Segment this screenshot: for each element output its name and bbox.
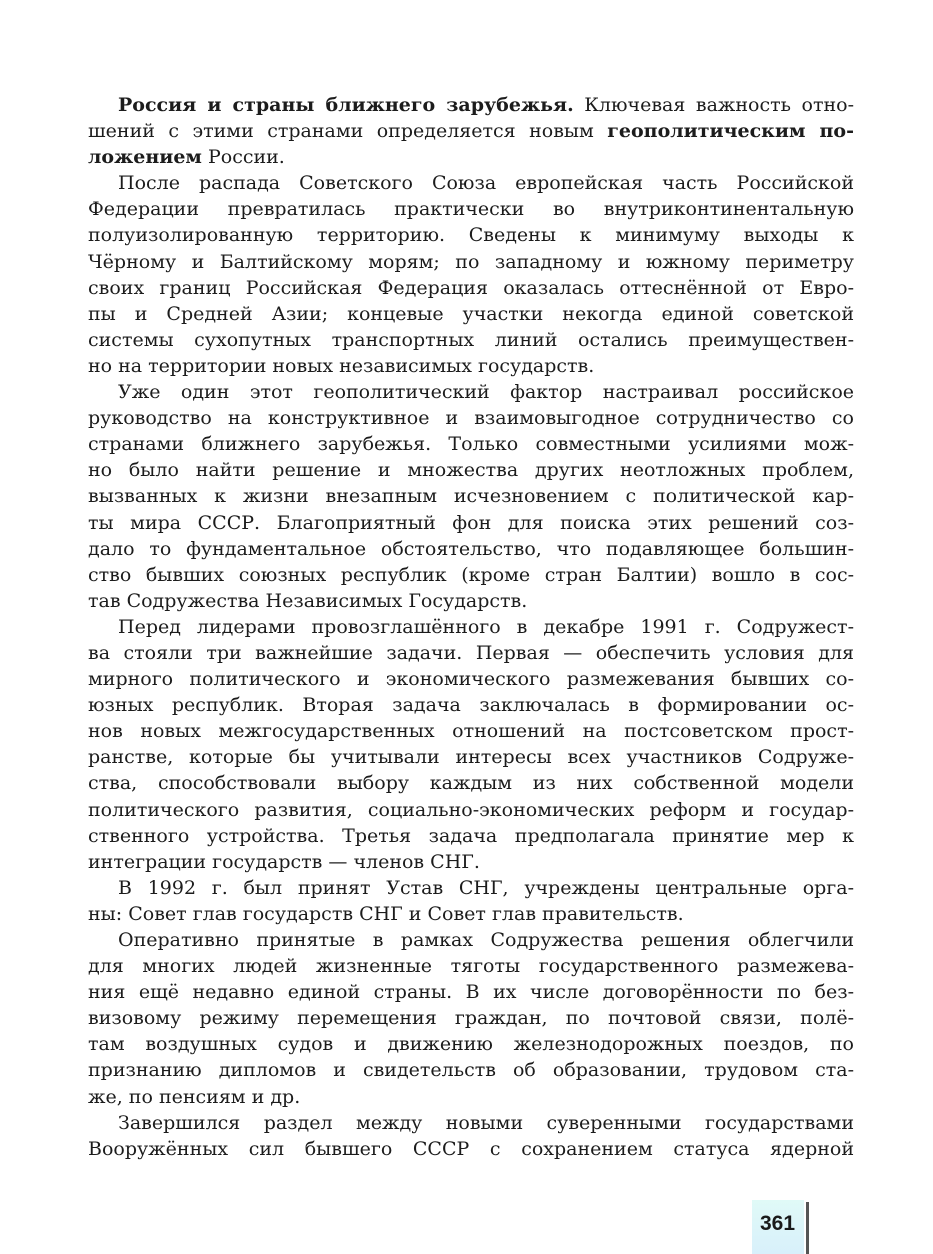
text-segment: но было найти решение и множества других неотложных проблем, xyxy=(88,459,854,482)
text-segment: системы сухопутных транспортных линий остались преимуществен- xyxy=(88,328,854,351)
text-line xyxy=(88,196,854,222)
text-segment: своих границ Российская Федерация оказалась оттеснённой от Евро- xyxy=(88,276,854,299)
text-segment: ты мира СССР. Благоприятный фон для поиска этих решений соз- xyxy=(88,511,854,534)
text-segment: политического развития, социально-экономических реформ и государ- xyxy=(88,798,854,821)
text-line xyxy=(88,353,854,379)
text-segment: но на территории новых независимых государств. xyxy=(88,354,595,377)
text-segment: ния ещё недавно единой страны. В их числе договорённости по без- xyxy=(88,981,854,1004)
text-segment: ны: Совет глав государств СНГ и Совет глав правительств. xyxy=(88,902,684,925)
text-line xyxy=(88,457,854,483)
text-line xyxy=(88,379,854,405)
text-line xyxy=(88,1005,854,1031)
text-line xyxy=(88,301,854,327)
text-line xyxy=(88,170,854,196)
text-segment: шений с этими странами определяется новым xyxy=(88,120,608,143)
text-segment: признанию дипломов и свидетельств об образовании, трудовом ста- xyxy=(88,1059,854,1082)
text-line xyxy=(88,823,854,849)
bold-term: ложением xyxy=(88,146,202,169)
text-line xyxy=(88,222,854,248)
text-line xyxy=(88,144,854,170)
text-line xyxy=(88,1136,854,1162)
text-segment: юзных республик. Вторая задача заключалась в формировании ос- xyxy=(88,694,854,717)
text-segment: России. xyxy=(201,146,285,169)
text-segment: мирного политического и экономического размежевания бывших со- xyxy=(88,668,854,691)
text-line xyxy=(88,405,854,431)
text-line xyxy=(88,927,854,953)
text-segment: Федерации превратилась практически во внутриконтинентальную xyxy=(88,198,854,221)
text-line xyxy=(88,588,854,614)
text-segment: полуизолированную территорию. Сведены к минимуму выходы к xyxy=(88,224,854,247)
text-segment: там воздушных судов и движению железнодорожных поездов, по xyxy=(88,1033,854,1056)
text-segment: После распада Советского Союза европейская часть Российской xyxy=(118,172,854,195)
text-line xyxy=(88,953,854,979)
page-number: 361 xyxy=(760,1212,796,1235)
text-segment: ранстве, которые бы учитывали интересы всех участников Содруже- xyxy=(88,746,854,769)
text-line xyxy=(88,1084,854,1110)
text-segment: тав Содружества Независимых Государств. xyxy=(88,589,528,612)
text-line xyxy=(88,562,854,588)
text-segment: Ключевая важность отно- xyxy=(573,94,854,116)
text-line xyxy=(88,614,854,640)
text-segment: ва стояли три важнейшие задачи. Первая — обеспечить условия для xyxy=(88,641,854,664)
text-segment: руководство на конструктивное и взаимовыгодное сотрудничество со xyxy=(88,407,854,430)
text-segment: интеграции государств — членов СНГ. xyxy=(88,850,480,873)
text-line xyxy=(88,875,854,901)
text-line xyxy=(88,640,854,666)
text-line xyxy=(88,431,854,457)
text-segment: пы и Средней Азии; концевые участки некогда единой советской xyxy=(88,302,854,325)
text-segment: для многих людей жизненные тяготы государственного размежева- xyxy=(88,955,854,978)
text-segment: Перед лидерами провозглашённого в декабре 1991 г. Содружест- xyxy=(118,615,854,638)
text-line xyxy=(88,327,854,353)
text-line xyxy=(88,483,854,509)
bold-term: Россия и страны ближнего зарубежья. xyxy=(118,94,574,116)
text-line xyxy=(88,536,854,562)
body-text xyxy=(88,92,854,1162)
text-segment: же, по пенсиям и др. xyxy=(88,1085,301,1108)
text-line xyxy=(88,249,854,275)
page-edge-bar xyxy=(806,1202,809,1254)
text-segment: Завершился раздел между новыми суверенными государствами xyxy=(118,1111,854,1134)
text-line xyxy=(88,118,854,144)
text-line xyxy=(88,1110,854,1136)
text-segment: дало то фундаментальное обстоятельство, что подавляющее большин- xyxy=(88,537,854,560)
text-segment: В 1992 г. был принят Устав СНГ, учреждены центральные орга- xyxy=(118,876,854,899)
text-segment: визовому режиму перемещения граждан, по почтовой связи, полё- xyxy=(88,1007,854,1030)
text-line xyxy=(88,1031,854,1057)
text-segment: Чёрному и Балтийскому морям; по западному и южному периметру xyxy=(88,250,854,273)
text-line xyxy=(88,849,854,875)
text-line xyxy=(88,692,854,718)
text-segment: ство бывших союзных республик (кроме стран Балтии) вошло в сос- xyxy=(88,563,854,586)
text-segment: нов новых межгосударственных отношений на постсоветском прост- xyxy=(88,720,854,743)
text-line xyxy=(88,770,854,796)
bold-term: геополитическим по- xyxy=(607,120,854,143)
text-line xyxy=(88,718,854,744)
text-segment: Уже один этот геополитический фактор настраивал российское xyxy=(118,381,854,404)
text-line xyxy=(88,797,854,823)
text-line xyxy=(88,666,854,692)
text-line xyxy=(88,901,854,927)
text-segment: Оперативно принятые в рамках Содружества решения облегчили xyxy=(118,929,854,951)
text-segment: странами ближнего зарубежья. Только совместными усилиями мож- xyxy=(88,433,854,456)
text-line xyxy=(88,275,854,301)
text-line xyxy=(88,744,854,770)
text-line xyxy=(88,92,854,118)
text-segment: Вооружённых сил бывшего СССР с сохранением статуса ядерной xyxy=(88,1137,854,1160)
text-line xyxy=(88,510,854,536)
text-segment: ственного устройства. Третья задача предполагала принятие мер к xyxy=(88,824,854,847)
text-line xyxy=(88,979,854,1005)
text-line xyxy=(88,1057,854,1083)
text-segment: вызванных к жизни внезапным исчезновением с политической кар- xyxy=(88,485,854,508)
text-segment: ства, способствовали выбору каждым из них собственной модели xyxy=(88,772,854,795)
